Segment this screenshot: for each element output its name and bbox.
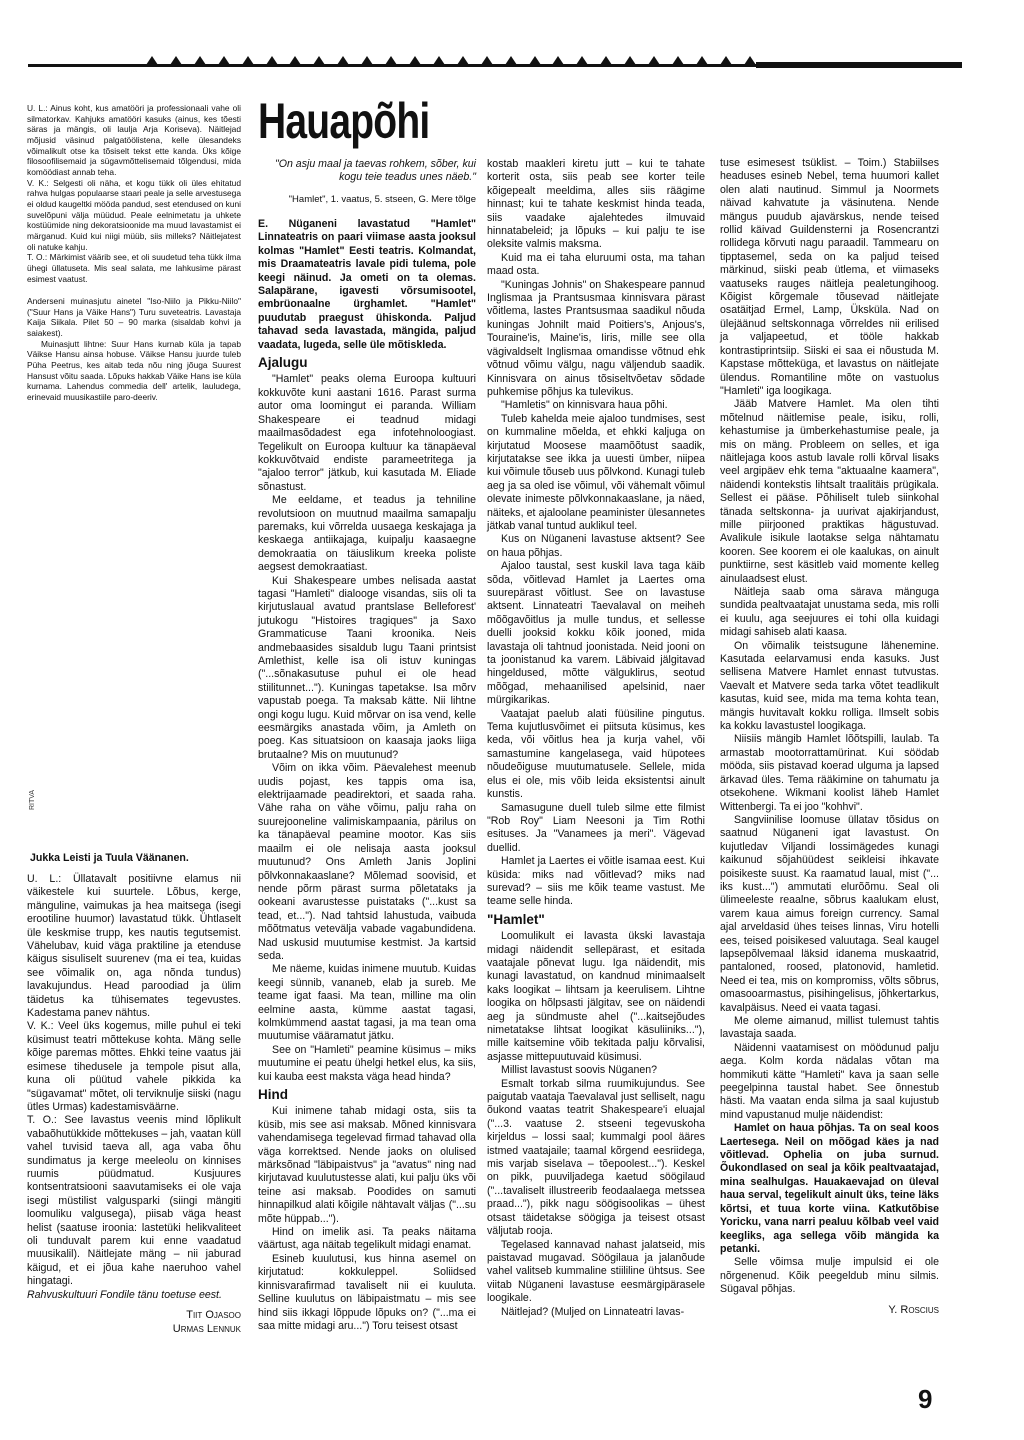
paragraph: "Kuningas Johnis" on Shakespeare pannud Inglismaa ja Prantsusmaa kinnisvara pärast võitlema, lastes Prantsusmaa saadikul nõuda kuningas Johnilt maid Poitiers's, Anjous's, Touraine'is, Maine'is, Iiris, mille see olla vägivaldselt Inglismaa omandisse võtnud ehk võtnud võimu välgu, nagu väljendub saadik. Kinnisvara on ainus tõsiseltvõetav sõdade puhkemise põhjus ka tulevikus. <box>487 278 705 398</box>
top-rule-block <box>756 62 962 68</box>
decorative-tooth <box>720 56 732 65</box>
photo-credit: RITVA <box>29 789 36 810</box>
paragraph: Vaatajat paelub alati füüsiline pingutus. Tema kujutlusvõimet ei piitsuta küsimus, kes keda, või võitlus hea ja kurja vahel, või samastumine kangelasega, vaid hüpotees nõudeõiguse muutumatusele. Sellele, mida elus ei ole, mis võib leida eksistentsi ainult kunstis. <box>487 707 705 801</box>
paragraph: Anderseni muinasjutu ainetel "Iso-Niilo ja Pikku-Niilo" ("Suur Hans ja Väike Hans") Turu suveteatris. Lavastaja Kaija Siikala. Pilet 50 – 90 marka (sisaldab kohvi ja saiakest). <box>27 296 241 339</box>
paragraph: T. O.: Märkimist väärib see, et oli suudetud teha tükk ilma ühegi üllatuseta. Mis seal salata, me lahkusime pärast esimest vaatust. <box>27 252 241 284</box>
decorative-tooth <box>624 56 636 65</box>
paragraph: "Hamletis" on kinnisvara haua põhi. <box>501 399 668 412</box>
decorative-teeth <box>146 56 756 65</box>
decorative-tooth <box>194 56 206 65</box>
paragraph: Kui Shakespeare umbes nelisada aastat tagasi "Hamleti" dialooge visandas, siis oli ta kirjutuslaual avatud prantslase Belleforest' jutukogu "Histoires tragiques" ja Saxo Grammaticuse Taani kroonika. Neis andmebaasides sisaldub lugu Taani printsist Amlethist, kelle isa oli istuv kuningas ("...sõnakasutuse puhul ei ole head stiilitunnet..."). Kuningas tapetakse. Isa mõrv vapustab poega. Ta maksab kätte. Nii lihtne ongi kogu lugu. Kuid mõrvar on isa vend, kelle eesmärgiks anastada võim, ja Amleth on poeg. Kas situatsioon on kaasaja jaoks liiga brutaalne? Mis on muutunud? <box>258 574 476 761</box>
decorative-tooth <box>505 56 517 65</box>
paragraph: Näidenni vaatamisest on möödunud palju aega. Kolm korda nädalas võtan ma hommikuti kätte "Hamleti" kava ja saan selle peegelpinna taustal habet. See õnnestub hästi. Ma vaatan enda silma ja saal kujustub mind vapustanud mulje näidendist: <box>720 1041 939 1121</box>
paragraph: Hind on imelik asi. Ta peaks näitama väärtust, aga näitab tegelikult midagi enamat. <box>258 1226 476 1252</box>
paragraph: Millist lavastust soovis Nüganen? <box>501 1064 658 1077</box>
subheading: Hind <box>258 1087 288 1102</box>
decorative-tooth <box>170 56 182 65</box>
page-number: 9 <box>918 1384 933 1414</box>
photo-caption: Jukka Leisti ja Tuula Väänanen. <box>30 852 189 864</box>
paragraph: Tegelased kannavad nahast jalatseid, mis paistavad mugavad. Söögilaua ja jalanõude vahel valitseb kummaline stiililine ühtsus. See viitab Nüganeni lavastuse eesmärgipärasele loogikale. <box>487 1238 705 1305</box>
decorative-tooth <box>433 56 445 65</box>
column-3 <box>487 158 705 1319</box>
paragraph: U. L.: Ainus koht, kus amatööri ja professionaali vahe oli silmatorkav. Kahjuks amatööri kasuks (ainus, kes tõesti säras ja mängis, oli laulja Arja Koriseva). Näitlejad mõjusid väsinud palgatöölistena, kelle ülesandeks võimalikult otse ka tõsiselt tekst ette kanda. Üks kõige filosoofilisemaid ja sügavmõttelisemaid tõlgendusi, mida komöödiast annab teha. <box>27 103 241 177</box>
paragraph: U. L.: Üllatavalt positiivne elamus nii väikestele kui suurtele. Lõbus, kerge, mänguline, vaimukas ja hea maitsega (isegi erootiline huumor) lavastatud tükk. Ühtlaselt üle keskmise trupp, kes nautis tegutsemist. Vähelubav, kuid väga praktiline ja etenduse käigus sisuliselt suurenev (ma ei tea, kuidas see võimalik on, aga nõnda tundus) lavakujundus. Head paroodiad ja ülim täidetus ka tühisemates tegevustes. Kadestama panev nähtus. <box>27 873 241 1020</box>
paragraph: Muinasjutt lihtne: Suur Hans kurnab küla ja tapab Väikse Hansu ainsa hobuse. Väikse Hansu juurde tuleb Püha Peetrus, kes aitab teda nõu ning jõuga Suurest Hansust võitu saada. Lõpuks hakkab Väike Hans ise küla kurnama. Lahendus commedia dell' artelik, lauludega, erinevaid muusikastiile paro-deeriv. <box>27 338 241 403</box>
paragraph: Me eeldame, et teadus ja tehniline revolutsioon on muutnud maailma samapalju paremaks, kui võrrelda uusaega keskajaga ja keskaega antiikajaga, kuipalju kaasaegne demokraatia on täiuslikum kreeka poliste aegsest demokraatiast. <box>258 494 476 574</box>
paragraph: V. K.: Veel üks kogemus, mille puhul ei teki küsimust teatri mõttekuse kohta. Mäng selle kõige paremas mõttes. Ehkki teine vaatus jäi esimese tihedusele ja tempole pisut alla, kuna oli püütud vahele pikkida ka "sügavamat" mõtet, oli terviknulje siiski (nagu ütles Urmas) kadestamisväärne. <box>27 1020 241 1113</box>
paragraph: Niisiis mängib Hamlet lõõtspilli, laulab. Ta armastab mootorrattamürinat. Kui söödab mööda, siis pistavad koerad ulguma ja lapsed ärkavad üles. Tema rääkimine on tahumatu ja otsekohene. Wikmani koolist läheb Hamlet Wittenbergi. Ta ei joo "kohhvi". <box>720 733 939 813</box>
signature: Y. Roscius <box>888 1303 939 1316</box>
signature-name: Urmas Lennuk <box>172 1323 241 1335</box>
decorative-tooth <box>242 56 254 65</box>
decorative-tooth <box>552 56 564 65</box>
signature <box>27 1308 241 1336</box>
paragraph: Võim on ikka võim. Päevalehest meenub uudis pojast, kes tappis oma isa, elektrijaamade peadirektori, et saada raha. Vähe raha on vähe võimu, palju raha on suurejooneline valimiskampaania, pärilus on ka tänapäeval peamine mootor. Kas siis maailm ei ole nelisaja aasta jooksul muutunud? Ons Amleth Janis Joplini põlvkonnakaaslane? Mõlemad soovisid, et nende põrm pärast surma põletataks ja ookeani avarustesse puistataks ("...kust sa tead, et..."). Nad tahtsid lahustuda, vaibuda mõõtmatus vetevälja vabade vagabundidena. Nad uskusid muutumise kestmist. Ja kartsid seda. <box>258 762 476 962</box>
decorative-tooth <box>146 56 158 65</box>
signature-name: Tiit Ojasoo <box>186 1309 241 1321</box>
paragraph: Hamlet ja Laertes ei võitle isamaa eest. Kui küsida: miks nad võitlevad? miks nad surevad? – siis me kõik teame vastust. Me teame selle hinda. <box>487 855 705 908</box>
paragraph: kostab maakleri kiretu jutt – kui te tahate korterit osta, siis peab see korter teile kõigepealt meeldima, alles siis räägime hinnast; kui te tahate keskmist hinda teada, siis vaadake ajalehtedes ilmuvaid hinnatabeleid; ja lõpuks – kui palju te ise oleksite valmis maksma. <box>487 158 705 251</box>
decorative-tooth <box>744 56 756 65</box>
top-decorative-bar <box>28 56 934 74</box>
paragraph: Hamlet on haua põhjas. Ta on seal koos Laertesega. Neil on mõõgad käes ja nad võitlevad. Ophelia on juba surnud. Õukondlased on seal ja kõik pealtvaatajad, mina sealhulgas. Hauakaevajad on üleval haua serval, tegelikult ainult üks, teine läks kõrtsi, et tuua korte viina. Katkutõbise Yoricku, vana narri pealuu kõlbab veel vaid keegliks, aga sellega võib mängida ka petanki. <box>720 1122 939 1255</box>
paragraph: Jääb Matvere Hamlet. Ma olen tihti mõtelnud näitlemise peale, isiku, rolli, kehastumise ja ümberkehastumise peale, ja mis on mäng. Probleem on selles, et iga näitlejaga koos astub lavale rolli kõrval lisaks veel argipäev ehk tema "aktuaalne kaamera", näidendi kontekstis lihtsalt traalitäis prügikala. Sellest ei pääse. Põhiliselt tuleb siinkohal tänada seltskonna- ja uurivat ajakirjandust, mille piirjooned praktikas hägustuvad. Avalikule isikule laotakse selga nähtamatu kooren. See koorem ei ole kaalukas, on ainult punktiirne, sest käsitleb vaid momente kelleg ainulaadsest elust. <box>720 398 939 585</box>
paragraph: Näitleja saab oma särava mänguga sundida pealtvaatajat unustama seda, mis rolli ei kuulu, aga seejuures ei tohi olla kuidagi midagi sahiseb alati kaasa. <box>720 586 939 639</box>
epigraph <box>258 158 476 206</box>
article-title: Hauapõhi <box>258 93 430 149</box>
decorative-tooth <box>361 56 373 65</box>
paragraph: Me oleme aimanud, millist tulemust tahtis lavastaja saada. <box>720 1015 939 1041</box>
paragraph: Rahvuskultuuri Fondile tänu toetuse eest. <box>27 1288 222 1301</box>
column-1-top <box>27 103 241 403</box>
paragraph: Kui inimene tahab midagi osta, siis ta küsib, mis see asi maksab. Mõned kinnisvara vahendamisega tegelevad firmad tahavad olla väga korrektsed. Nende jaoks on olulised märksõnad "läbipaistvus" ja "avatus" ning nad kirjutavad kuulutustesse alati, kui palju üks või teine asi maksab. Poodides on samuti hinnapilkud alati kõigile nähtavalt väljas ("...su mõte hüppab..."). <box>258 1105 476 1225</box>
decorative-tooth <box>385 56 397 65</box>
decorative-tooth <box>337 56 349 65</box>
epigraph-text: "On asju maal ja taevas rohkem, sõber, kui kogu teie teadus unes näeb." <box>274 158 476 184</box>
paragraph: "Hamlet" peaks olema Euroopa kultuuri kokkuvõte kuni aastani 1616. Parast surma autor oma loomingut ei paranda. William Shakespeare ei teadnud midagi maailmasõdadest ega infotehnoloogiast. Tegelikult on Euroopa kultuur ka tänapäeval kokkuvõtvaid endiste parameetritega ja "ajaloo terror" jätkub, kui kasutada M. Eliade sõnastust. <box>258 373 476 493</box>
decorative-tooth <box>409 56 421 65</box>
paragraph: Näitlejad? (Muljed on Linnateatri lavas- <box>501 1305 685 1318</box>
decorative-tooth <box>648 56 660 65</box>
decorative-tooth <box>672 56 684 65</box>
spacer <box>27 284 241 296</box>
paragraph: Samasugune duell tuleb silme ette filmist "Rob Roy" Liam Neesoni ja Tim Rothi esituses. Ja "Vanamees ja meri". Vägevad duellid. <box>487 801 705 854</box>
paragraph: Sangviinilise loomuse üllatav tõsidus on saatnud Nüganeni igat lavastust. On kujutledav Viljandi lossimägedes kunagi kaikunud sõjahüüdest seikleisi ihkavate poisikeste suust. Ka raamatud laual, mist ("... iks kust...") ammutati elurõõmu. Seal oli ülimeeleste reaalne, sõbrus kaalukam elust, varem kaua aimus foreign currency. Samal ajal arveldasid ühes teises linnas, Viru hotelli ees, teised poisikesed valuutaga. Seal kaugel lapsepõlvemaal läksid idanema muskaatrid, pantaloned, roosed, platonovid, hamletid. Need ei tea, mis on kompromiss, võlts sõbrus, omasooarmastus, pisihingelisus, jõhkertarkus, kavalpäisus. Need ei vaata tagasi. <box>720 813 939 1014</box>
decorative-tooth <box>266 56 278 65</box>
column-4 <box>720 157 939 1317</box>
column-2 <box>258 218 476 1333</box>
column-1-bottom <box>27 873 241 1336</box>
photo <box>27 412 241 872</box>
decorative-tooth <box>289 56 301 65</box>
paragraph: Loomulikult ei lavasta ükski lavastaja midagi näidendit sellepärast, et esitada vaatajale põnevat lugu. Iga näidendit, mis kunagi lavastatud, on kandnud minimaalselt kaks loogikat – lihtsam ja keerulisem. Lihtne loogika on hõlpsasti jälgitav, see on näidendi aeg ja sündmuste ahel ("...kaitsejõudes nimetatakse lihtsat loogikat käsuliiniks..."), mille kaitsemine võib tekitada palju kõrvalisi, asjasse mittepuutuvaid küsimusi. <box>487 930 705 1063</box>
decorative-tooth <box>313 56 325 65</box>
decorative-tooth <box>529 56 541 65</box>
decorative-tooth <box>218 56 230 65</box>
paragraph: Me näeme, kuidas inimene muutub. Kuidas keegi sünnib, vananeb, elab ja sureb. Me teame igat faasi. Ma tean, milline ma olin eelmine aasta, kümme aastat tagasi, kolmkümmend aastat tagasi, ja ma tean oma muutumise vääramatut jätku. <box>258 963 476 1043</box>
paragraph: T. O.: See lavastus veenis mind lõplikult vabaõhutükkide mõttekuses – jah, vaatan küll vahel tuvisid taeva all, aga vaba õhu sundimatus ja kerge meeleolu on kinnises ruumis püüdmatud. Kusjuures kontsentratsiooni saavutamiseks ei ole vaja isegi müstilist valgusparki (siingi mängiti loomuliku valgusega), piisab väga heast helist (saatuse irooniа: lastetüki helikvaliteet oli tunduvalt parem kui enne vaadatud muusikalil). Näitlejate mäng – nii jaburad käigud, et ei jõua kahe naeruhoo vahel hingatagi. <box>27 1114 241 1288</box>
paragraph: V. K.: Selgesti oli näha, et kogu tükk oli üles ehitatud rahva hulgas populaarse staari peale ja selle arvestusega ei oldud kaugeltki mööda pandud, sest etendused on kuni suvelõpuni välja müüdud. Peale eelnimetatu ja uhkete kostüümide ning dekoratsioonide ma muud lavastamist ei märganud. Kuid kui niigi müüb, siis milleks? Näitlejatest oli natuke kahju. <box>27 177 241 252</box>
decorative-tooth <box>576 56 588 65</box>
paragraph: Selle võimsa mulje impulsid ei ole nõrgenenud. Kõik peegeldub minu silmis. Sügaval põhjas. <box>720 1256 939 1296</box>
paragraph: Esineb kuulutusi, kus hinna asemel on kirjutatud: kokkuleppel. Soliidsed kinnisvarafirmad tavaliselt nii ei kuuluta. Selline kuulutus on läbipaistmatu – mis see hind siis ikkagi lõppude lõpuks on? ("...ma ei saa mitte midagi aru...") Toru teisest otsast <box>258 1252 476 1332</box>
paragraph: Kus on Nüganeni lavastuse aktsent? See on haua põhjas. <box>487 533 705 559</box>
subheading: Ajalugu <box>258 355 308 371</box>
paragraph: On võimalik teistsugune lähenemine. Kasutada eelarvamusi enda kasuks. Just sellisena Matvere Hamlet ennast tutvustas. Vaevalt et Matvere seda tarka võtet teadlikult kasutas, kuid see, mida ma tema kohta tean, mängis huvitavalt kokku rolliga. Ilmselt sobis ka kokku lavastustel loogikaga. <box>720 639 939 733</box>
paragraph: Kuid ma ei taha eluruumi osta, ma tahan maad osta. <box>487 251 705 278</box>
decorative-tooth <box>457 56 469 65</box>
paragraph: Esmalt torkab silma ruumikujundus. See paigutab vaataja Taevalaval just selliselt, nagu õukond vaatas teatrit Shakespeare'i eluajal ("...3. vaatuse 2. stseeni tegevuskoha kirjeldus – lossi saal; kummalgi pool ääres istmed vaatajaile; taamal kõrgend eesriidega, mis varjab siselava – tõepoolest..."). Keskel on pikk, puuviljadega kaetud söögilaud ("...tavaliselt illustreerib feodaalaega metssea praad..."), pikk nagu söögisoolikas – ühest otsast täidetakse söögiga ja teisest otsast väljutab rooja. <box>487 1077 705 1238</box>
decorative-tooth <box>696 56 708 65</box>
paragraph: See on "Hamleti" peamine küsimus – miks muutumine ei peatu ühelgi hetkel elus, ka siis, kui kauba eest maksta väga head hinda? <box>258 1043 476 1083</box>
paragraph: tuse esimesest tsüklist. – Toim.) Stabiilses headuses esineb Nebel, tema huumori kallet olen alati nautinud. Simmul ja Noormets näivad kahvatute ja väsinutena. Nende mängus puudub ajavärskus, nende teised rollid käivad Guildensterni ja Rosencrantzi rollidega kõrvuti nagu paraadil. Tammearu on tipptasemel, seda on ka paljud teised märkinud, siiski peab ütlema, et viimaseks vaatuseks rauges näitleja pealetungihoog. Kõigist kõrgemale tõusevad näitlejate osatäitjad Ermel, Lamp, Üksküla. Nad on ülejäänud seltskonnaga võrreldes nii erilised ja valjapeetud, et tööle hakkab kontrastiprintsiip. Siiski ei saa ei nõustuda M. Kapstase mõtteküga, et lavastus on näitlejate ülendus. Romantiline mõte on vastuolus "Hamleti" iga loogikaga. <box>720 157 939 397</box>
epigraph-source: "Hamlet", 1. vaatus, 5. stseen, G. Mere tõlge <box>288 193 476 205</box>
paragraph: Ajaloo taustal, sest kuskil lava taga käib sõda, võitlevad Hamlet ja Laertes oma suurepärast võitlust. See on lavastuse aktsent. Linnateatri Taevalaval on meiheh mõõgavõitlus ja mulle tundus, et sellesse duelli jooksid kokku kõik jooned, mida lavastaja oli tahtnud joonistada. Neid jooni on ta joonistanud ka varem. Läbivaid jälgitavad hingeldused, mõtte välguklirus, seotud mõõgad, mehaanilised apelsinid, naer mürgikarikas. <box>487 560 705 707</box>
decorative-tooth <box>600 56 612 65</box>
paragraph: E. Nüganeni lavastatud "Hamlet" Linnateatris on paari viimase aasta jooksul kolmas "Hamlet" Eesti teatris. Kolmandat, mis Draamateatris lavale pidi tulema, pole keegi näinud. Ja ometi on ta olemas. Salapärane, igavesti võrsumisootel, embrüonaalne ürghamlet. "Hamlet" puudutab praegust ühiskonda. Paljud tahavad seda lavastada, mängida, paljud vaadata, lugeda, selle üle mõtiskleda. <box>258 218 476 351</box>
paragraph: Tuleb kahelda meie ajaloo tundmises, sest on kummaline mõelda, et ehkki kaljuga on kirjutatud Moosese maamõõtust saadik, kirjutatakse see ikka ja uuesti ümber, niipea kui võimule tõuseb uus põlvkond. Kunagi tuleb aeg ja sa oled ise võimul, või vähemalt võimul olevate inimeste põlvkonnakaaslane, ja näed, näiteks, et ajaloolane peaminister ülesannetes jätkab vanal tuntud auklikul teel. <box>487 412 705 532</box>
decorative-tooth <box>481 56 493 65</box>
subheading: "Hamlet" <box>487 911 545 927</box>
